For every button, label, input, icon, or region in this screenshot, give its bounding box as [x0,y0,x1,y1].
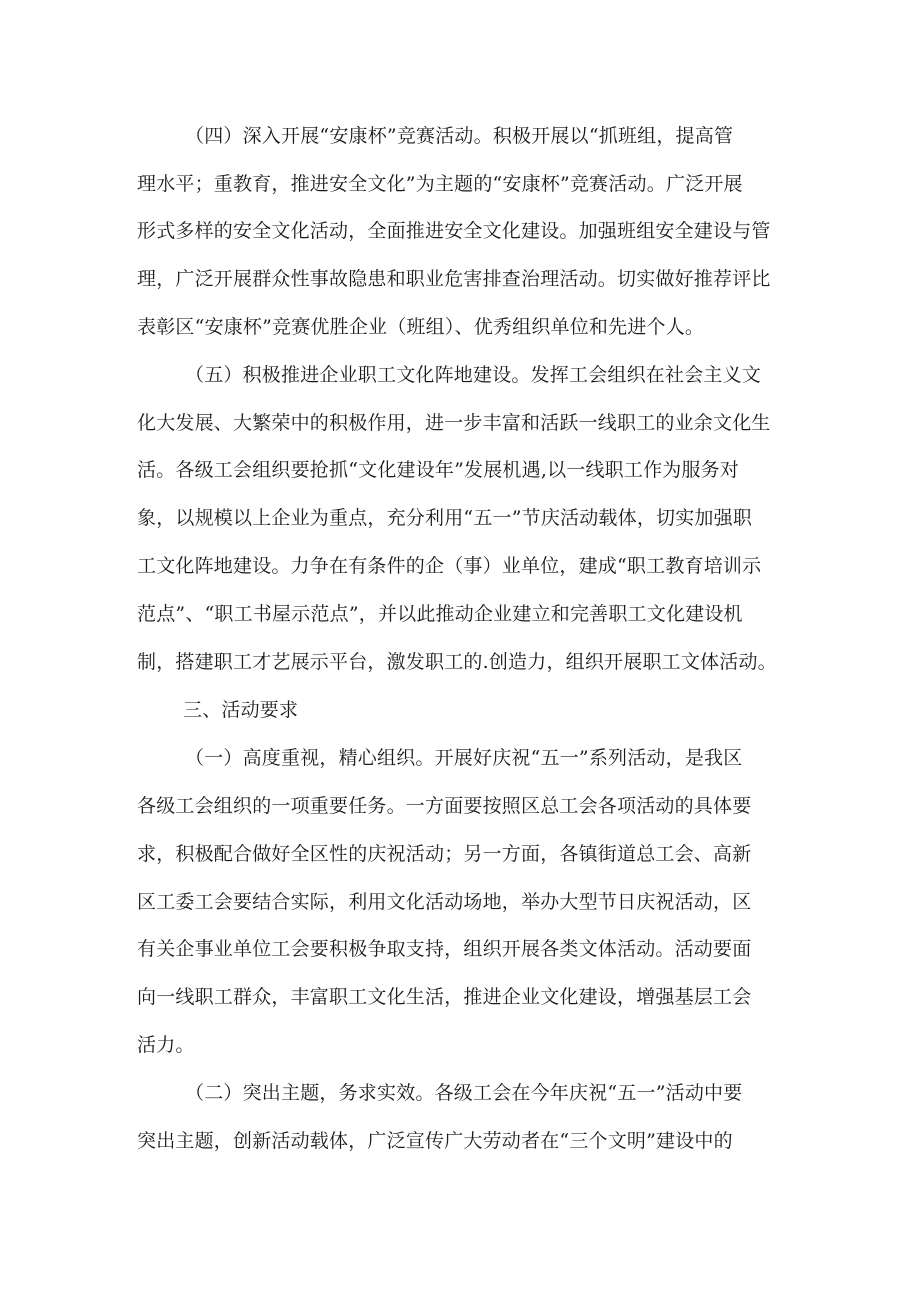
paragraph-line: （五）积极推进企业职工文化阵地建设。发挥工会组织在社会主义文 [185,364,762,386]
section-heading: 三、活动要求 [183,699,299,721]
paragraph-line: 突出主题，创新活动载体，广泛宣传广大劳动者在“三个文明”建设中的 [137,1130,733,1152]
paragraph-line: （四）深入开展“安康杯”竞赛活动。积极开展以“抓班组，提高管 [185,125,734,147]
paragraph-line: 活。各级工会组织要抢抓“文化建设年”发展机遇,以一线职工作为服务对 [137,459,740,481]
paragraph-line: 有关企事业单位工会要积极争取支持，组织开展各类文体活动。活动要面 [137,938,752,960]
paragraph-line: 理，广泛开展群众性事故隐患和职业危害排查治理活动。切实做好推荐评比 [137,268,771,290]
paragraph-line: 化大发展、大繁荣中的积极作用，进一步丰富和活跃一线职工的业余文化生 [137,412,771,434]
paragraph-line: 区工委工会要结合实际，利用文化活动场地，举办大型节日庆祝活动，区 [137,891,752,913]
paragraph-line: 向一线职工群众，丰富职工文化生活，推进企业文化建设，增强基层工会 [137,986,752,1008]
paragraph-line: 制，搭建职工才艺展示平台，激发职工的.创造力，组织开展职工文体活动。 [137,651,777,673]
paragraph-line: 表彰区“安康杯”竞赛优胜企业（班组）、优秀组织单位和先进个人。 [137,316,705,338]
paragraph-line: 象，以规模以上企业为重点，充分利用“五一”节庆活动载体，切实加强职 [137,507,753,529]
paragraph-line: 形式多样的安全文化活动，全面推进安全文化建设。加强班组安全建设与管 [137,220,771,242]
paragraph-line: 理水平；重教育，推进安全文化”为主题的“安康杯”竞赛活动。广泛开展 [137,173,743,195]
paragraph-line: （二）突出主题，务求实效。各级工会在今年庆祝“五一”活动中要 [185,1082,743,1104]
paragraph-line: 范点”、“职工书屋示范点”，并以此推动企业建立和完善职工文化建设机 [137,603,743,625]
paragraph-line: 活力。 [137,1034,195,1056]
paragraph-line: 求，积极配合做好全区性的庆祝活动；另一方面，各镇街道总工会、高新 [137,843,752,865]
paragraph-line: 工文化阵地建设。力争在有条件的企（事）业单位，建成“职工教育培训示 [137,555,762,577]
paragraph-line: 各级工会组织的一项重要任务。一方面要按照区总工会各项活动的具体要 [137,795,752,817]
paragraph-line: （一）高度重视，精心组织。开展好庆祝“五一”系列活动，是我区 [185,747,743,769]
